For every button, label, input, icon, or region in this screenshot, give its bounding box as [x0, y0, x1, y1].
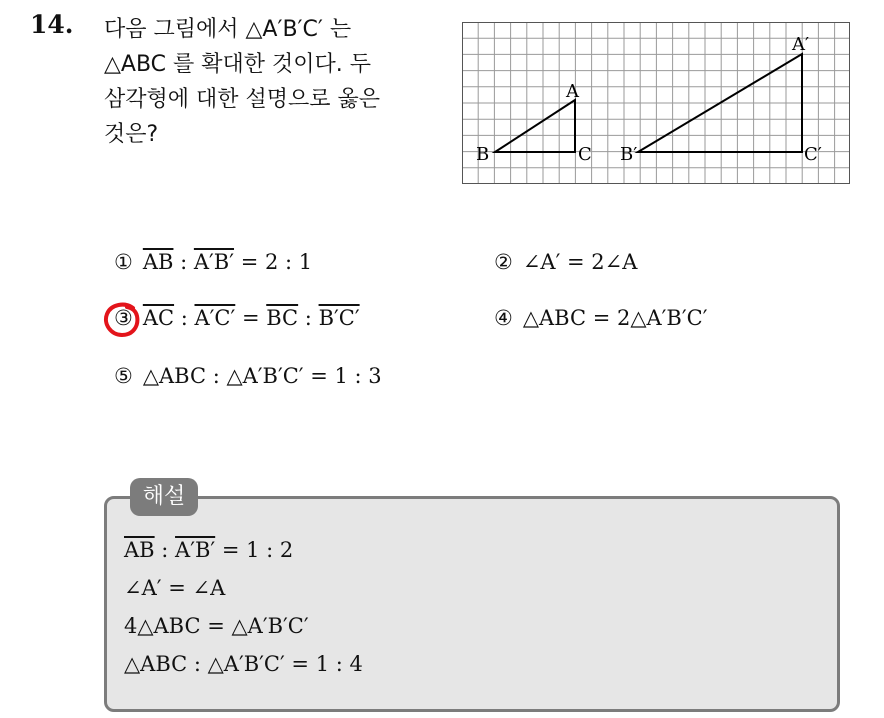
option-5[interactable] — [114, 364, 382, 388]
label-b-prime: B′ — [620, 144, 638, 165]
label-c-prime: C′ — [804, 144, 822, 165]
triangle-abc — [495, 100, 575, 152]
segment: $\overline{BC}$ — [266, 306, 299, 330]
option-4[interactable] — [494, 306, 707, 330]
question-line: △ABC 를 확대한 것이다. 두 — [104, 52, 372, 77]
option-number: ① — [114, 250, 133, 274]
option-number: ③ — [114, 306, 133, 330]
option-2[interactable] — [494, 250, 637, 274]
question-text — [104, 12, 444, 152]
option-3[interactable] — [114, 306, 360, 330]
segment: A′B′ — [175, 538, 216, 562]
segment: $\overline{AB}$ — [124, 538, 155, 562]
segment: A′C′ — [194, 306, 236, 330]
label-b: B — [476, 144, 490, 165]
ratio: = 1 : 2 — [215, 538, 294, 562]
solution-tag: 해설 — [130, 478, 198, 516]
option-text: △ABC = 2△A′B′C′ — [522, 306, 708, 330]
label-a-prime: A′ — [792, 34, 810, 55]
colon: : — [154, 538, 176, 562]
option-text: △ABC : △A′B′C′ = 1 : 3 — [142, 364, 382, 388]
equals: = — [235, 306, 267, 330]
solution-box — [104, 496, 840, 712]
label-a: A — [566, 81, 579, 102]
solution-line-3: 4△ABC = △A′B′C′ — [124, 614, 309, 638]
segment: A′B′ — [193, 250, 235, 274]
answer-circle-mark — [103, 302, 141, 338]
solution-line-2: ∠A′ = ∠A — [124, 576, 226, 600]
option-number: ② — [494, 250, 513, 274]
solution-line-4: △ABC : △A′B′C′ = 1 : 4 — [124, 652, 363, 676]
question-number: 14. — [30, 10, 74, 39]
triangle-grid-figure — [462, 22, 850, 184]
colon: : — [174, 306, 195, 330]
segment: B′C′ — [318, 306, 360, 330]
option-number: ④ — [494, 306, 513, 330]
option-text: ∠A′ = 2∠A — [522, 250, 638, 274]
colon: : — [173, 250, 194, 274]
question-line: 삼각형에 대한 설명으로 옳은 — [104, 87, 381, 112]
solution-line-1 — [124, 538, 293, 562]
segment: $\overline{AC}$ — [142, 306, 175, 330]
colon: : — [298, 306, 319, 330]
ratio: = 2 : 1 — [234, 250, 313, 274]
segment: $\overline{AB}$ — [142, 250, 174, 274]
question-line: 다음 그림에서 △A′B′C′ 는 — [104, 17, 352, 42]
option-1[interactable] — [114, 250, 312, 274]
label-c: C — [578, 144, 592, 165]
question-line: 것은? — [104, 122, 159, 147]
option-number: ⑤ — [114, 364, 133, 388]
